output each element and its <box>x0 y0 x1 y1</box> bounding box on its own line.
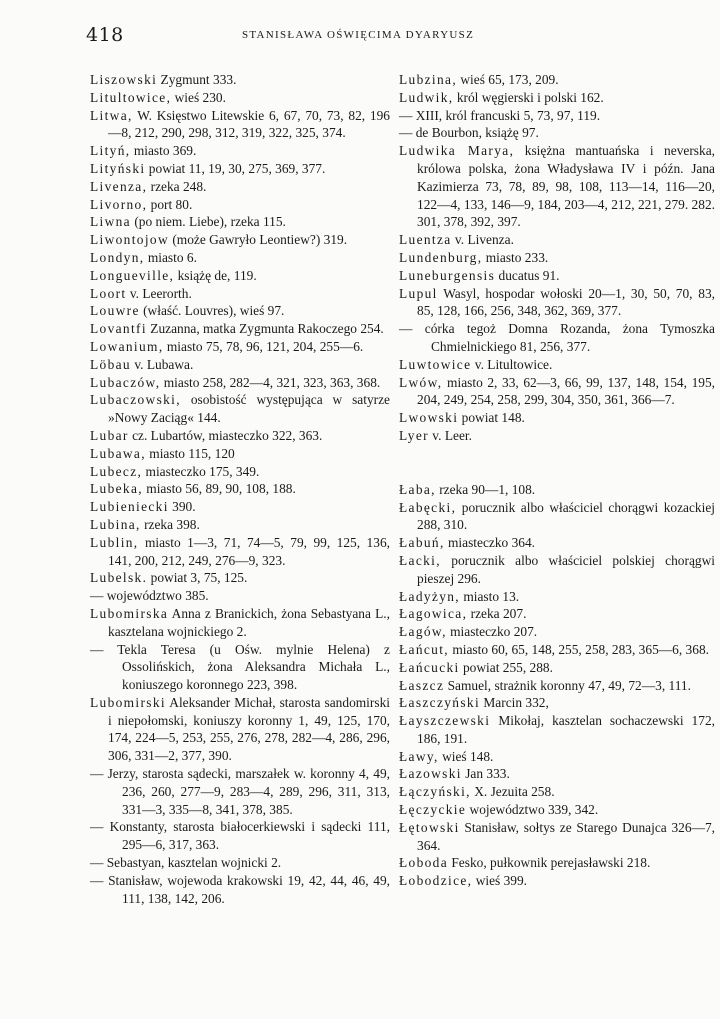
entry-text: — córka tegoż Domna Rozanda, żona Tymoszka Chmielnickiego 81, 256, 377. <box>399 321 715 354</box>
entry-text: porucznik albo właściciel polskiej chorągwi pieszej 296. <box>417 552 715 586</box>
index-entry <box>399 588 715 606</box>
entry-headword: Lubaczów, <box>90 374 161 390</box>
index-entry <box>399 409 715 427</box>
entry-headword: Lupul <box>399 285 438 301</box>
entry-text: miasto 2, 33, 62—3, 66, 99, 137, 148, 154, 195, 204, 249, 254, 258, 299, 304, 350, 361, 366—7. <box>417 374 715 408</box>
entry-text: — Tekla Teresa (u Ośw. mylnie Helena) z Ossolińskich, żona Aleksandra Michała L., koniuszego koronnego 223, 398. <box>90 641 390 693</box>
entry-headword: Lundenburg, <box>399 249 483 265</box>
entry-text: porucznik albo właściciel chorągwi kozackiej 288, 310. <box>417 499 715 533</box>
entry-text: powiat 3, 75, 125. <box>147 570 248 586</box>
entry-text: v. Litultowice. <box>471 356 553 372</box>
entry-text: (może Gawryło Leontiew?) 319. <box>168 232 348 248</box>
index-entry <box>399 124 715 142</box>
running-title: STANISŁAWA OŚWIĘCIMA DYARYUSZ <box>242 29 475 41</box>
entry-headword: Łaszcz <box>399 677 445 693</box>
index-entry <box>90 196 390 214</box>
entry-headword: Lublin, <box>90 534 139 550</box>
index-entry <box>399 481 715 499</box>
entry-headword: Loort <box>90 285 127 301</box>
index-entry <box>90 480 390 498</box>
entry-text: Samuel, strażnik koronny 47, 49, 72—3, 111. <box>444 677 691 693</box>
entry-headword: Lubina, <box>90 516 141 532</box>
entry-headword: Louwre <box>90 303 140 319</box>
index-entry <box>90 463 390 481</box>
entry-headword: Łaba, <box>399 481 436 497</box>
index-entry <box>399 801 715 819</box>
entry-text: rzeka 207. <box>467 606 527 622</box>
index-entry <box>90 605 390 641</box>
index-entry <box>399 534 715 552</box>
index-entry <box>90 374 390 392</box>
index-entry <box>90 107 390 143</box>
entry-text: księżna mantuańska i neverska, królowa polska, żona Władysława IV i późn. Jana Kazimierza 73, 78, 89, 98, 108, 113—14, 116—20, 122—4, 133, 146—9, 184, 203—4, 212, 221, 279. 282. 301, 378, 392, 397. <box>417 143 715 230</box>
page-header <box>86 24 706 46</box>
index-entry <box>399 249 715 267</box>
entry-text: miasteczko 364. <box>444 535 536 551</box>
entry-headword: Lityń, <box>90 143 131 159</box>
entry-text: miasto 6. <box>144 249 197 265</box>
entry-text: — Jerzy, starosta sądecki, marszałek w. koronny 4, 49, 236, 260, 277—9, 283—4, 289, 296, 311, 313, 331—3, 335—8, 341, 378, 385. <box>90 766 390 817</box>
entry-text: (właść. Louvres), wieś 97. <box>139 303 285 319</box>
entry-text: — województwo 385. <box>90 588 209 604</box>
entry-text: — de Bourbon, książę 97. <box>399 125 539 141</box>
entry-text: v. Leerorth. <box>126 285 192 301</box>
entry-text: Zuzanna, matka Zygmunta Rakoczego 254. <box>146 321 384 337</box>
entry-text: miasto 60, 65, 148, 255, 258, 283, 365—6, 368. <box>448 641 709 657</box>
entry-headword: Łagów, <box>399 624 447 640</box>
entry-headword: Łączyński, <box>399 784 471 800</box>
page-number: 418 <box>86 24 124 46</box>
entry-headword: Lubelsk. <box>90 570 148 586</box>
entry-headword: Lubawa, <box>90 445 146 461</box>
index-entry <box>399 231 715 249</box>
entry-text: v. Livenza. <box>451 232 514 248</box>
entry-headword: Lovantfi <box>90 321 147 337</box>
entry-headword: Ławy, <box>399 748 439 764</box>
index-entry <box>399 819 715 855</box>
index-entry <box>90 641 390 694</box>
entry-headword: Lubomirska <box>90 605 169 621</box>
entry-text: — Sebastyan, kasztelan wojnicki 2. <box>90 855 282 871</box>
entry-text: miasto 258, 282—4, 321, 323, 363, 368. <box>160 374 381 390</box>
entry-text: Jan 333. <box>461 766 510 782</box>
index-entry <box>399 89 715 107</box>
entry-text: Marcin 332, <box>480 695 549 711</box>
entry-headword: Łoboda <box>399 855 449 871</box>
entry-text: miasto 369. <box>130 143 197 159</box>
right-column <box>399 71 715 890</box>
entry-text: Mikołaj, kasztelan sochaczewski 172, 186, 191. <box>417 713 715 746</box>
entry-headword: Luwtowice <box>399 356 472 372</box>
entry-headword: Livorno, <box>90 196 148 212</box>
index-entry <box>399 677 715 695</box>
index-entry <box>90 694 390 765</box>
index-entry <box>90 534 390 570</box>
entry-text: Anna z Branickich, żona Sebastyana L., kasztelana wojnickiego 2. <box>108 605 390 639</box>
entry-headword: Lwowski <box>399 410 459 426</box>
entry-text: (po niem. Liebe), rzeka 115. <box>130 214 286 230</box>
index-entry <box>90 178 390 196</box>
entry-text: v. Leer. <box>428 427 472 443</box>
entry-text: miasto 13. <box>460 588 520 604</box>
entry-text: miasto 1—3, 71, 74—5, 79, 99, 125, 136, 141, 200, 212, 249, 276—9, 323. <box>108 534 390 568</box>
entry-headword: Lubzina, <box>399 72 458 87</box>
index-entry <box>90 569 390 587</box>
entry-headword: Lyer <box>399 427 429 443</box>
index-entry <box>399 499 715 535</box>
index-entry <box>90 142 390 160</box>
entry-headword: Longueville, <box>90 267 175 283</box>
entry-headword: Łańcut, <box>399 641 449 657</box>
entry-headword: Łazowski <box>399 766 462 782</box>
entry-headword: Löbau <box>90 356 131 372</box>
entry-text: powiat 255, 288. <box>459 659 553 675</box>
index-entry <box>90 71 390 89</box>
entry-text: Zygmunt 333. <box>157 72 237 87</box>
entry-text: miasteczko 175, 349. <box>142 463 260 479</box>
entry-headword: Lubieniecki <box>90 499 169 515</box>
entry-headword: Lityński <box>90 160 146 176</box>
index-entry <box>90 338 390 356</box>
entry-headword: Lubeka, <box>90 481 143 497</box>
index-entry <box>399 142 715 231</box>
entry-text: wieś 399. <box>472 873 528 889</box>
entry-text: 390. <box>168 499 196 515</box>
entry-text: król węgierski i polski 162. <box>453 89 604 105</box>
section-gap <box>399 445 715 481</box>
index-entry <box>399 356 715 374</box>
entry-headword: Liwna <box>90 214 131 230</box>
entry-headword: Luneburgensis <box>399 267 496 283</box>
entry-headword: Łabuń, <box>399 535 445 551</box>
index-entry <box>399 107 715 125</box>
index-entry <box>90 427 390 445</box>
index-entry <box>399 765 715 783</box>
entry-headword: Łayszczewski <box>399 713 491 729</box>
index-entry <box>90 445 390 463</box>
entry-text: cz. Lubartów, miasteczko 322, 363. <box>128 427 323 443</box>
entry-headword: Litwa, <box>90 107 133 123</box>
entry-headword: Lubar <box>90 427 129 443</box>
entry-text: osobistość występująca w satyrze »Nowy Zaciąg« 144. <box>108 392 390 426</box>
entry-headword: Ludwika Marya, <box>399 143 515 159</box>
entry-headword: Liwontojow <box>90 232 169 248</box>
index-entry <box>90 765 390 818</box>
entry-headword: Lubomirski <box>90 694 166 710</box>
index-entry <box>399 552 715 588</box>
entry-text: wieś 65, 173, 209. <box>457 72 559 87</box>
index-entry <box>90 872 390 908</box>
entry-headword: Luentza <box>399 232 452 248</box>
index-entry <box>90 267 390 285</box>
index-entry <box>90 302 390 320</box>
index-entry <box>90 249 390 267</box>
entry-headword: Lubecz, <box>90 463 143 479</box>
index-entry <box>399 374 715 410</box>
index-entry <box>399 285 715 321</box>
entry-text: port 80. <box>147 196 193 212</box>
index-entry <box>399 71 715 89</box>
entry-text: książę de, 119. <box>174 267 257 283</box>
entry-text: rzeka 398. <box>140 516 200 532</box>
index-entry <box>399 320 715 356</box>
entry-headword: Łaszczyński <box>399 695 481 711</box>
entry-headword: Łabęcki, <box>399 499 457 515</box>
index-entry <box>399 872 715 890</box>
entry-text: miasto 233. <box>482 249 549 265</box>
entry-headword: Łańcucki <box>399 659 460 675</box>
entry-headword: Łęczyckie <box>399 802 467 818</box>
entry-text: miasteczko 207. <box>446 624 538 640</box>
entry-text: wieś 230. <box>171 89 226 105</box>
entry-text: powiat 11, 19, 30, 275, 369, 377. <box>145 160 326 176</box>
index-entry <box>399 748 715 766</box>
index-entry <box>399 783 715 801</box>
entry-text: Fesko, pułkownik perejasławski 218. <box>448 855 651 871</box>
entry-text: Stanisław, sołtys ze Starego Dunajca 326—7, 364. <box>417 819 715 853</box>
entry-text: województwo 339, 342. <box>466 802 599 818</box>
index-entry <box>90 213 390 231</box>
index-entry <box>90 854 390 872</box>
entry-text: Wasyl, hospodar wołoski 20—1, 30, 50, 70, 83, 85, 128, 166, 256, 348, 362, 369, 377. <box>417 285 715 319</box>
entry-headword: Livenza, <box>90 178 148 194</box>
index-entry <box>90 391 390 427</box>
index-entry <box>90 818 390 854</box>
entry-headword: Łobodzice, <box>399 873 473 889</box>
index-entry <box>90 160 390 178</box>
index-entry <box>399 605 715 623</box>
index-entry <box>90 320 390 338</box>
entry-headword: Liszowski <box>90 72 158 87</box>
index-entry <box>90 356 390 374</box>
entry-text: rzeka 90—1, 108. <box>435 481 536 497</box>
index-entry <box>90 285 390 303</box>
entry-headword: Londyn, <box>90 249 145 265</box>
entry-headword: Łagowica, <box>399 606 468 622</box>
entry-text: — Stanisław, wojewoda krakowski 19, 42, 44, 46, 49, 111, 138, 142, 206. <box>90 872 390 906</box>
entry-text: X. Jezuita 258. <box>470 784 555 800</box>
entry-text: ducatus 91. <box>495 267 560 283</box>
entry-text: miasto 115, 120 <box>145 445 235 461</box>
entry-text: miasto 75, 78, 96, 121, 204, 255—6. <box>163 338 364 354</box>
index-entry <box>399 694 715 712</box>
index-entry <box>399 854 715 872</box>
index-entry <box>90 498 390 516</box>
index-entry <box>399 267 715 285</box>
entry-text: — Konstanty, starosta białocerkiewski i sądecki 111, 295—6, 317, 363. <box>90 819 390 853</box>
entry-headword: Ładyżyn, <box>399 588 460 604</box>
entry-text: W. Księstwo Litewskie 6, 67, 70, 73, 82, 196—8, 212, 290, 298, 312, 319, 322, 325, 374. <box>108 107 390 141</box>
entry-text: — XIII, król francuski 5, 73, 97, 119. <box>399 107 601 123</box>
entry-headword: Lubaczowski, <box>90 392 181 408</box>
index-entry <box>90 89 390 107</box>
index-entry <box>399 623 715 641</box>
entry-headword: Łętowski <box>399 819 460 835</box>
index-entry <box>90 231 390 249</box>
entry-text: miasto 56, 89, 90, 108, 188. <box>142 481 296 497</box>
index-entry <box>399 712 715 748</box>
left-column <box>90 71 390 907</box>
index-entry <box>399 641 715 659</box>
entry-headword: Łacki, <box>399 552 441 568</box>
index-entry <box>90 587 390 605</box>
index-entry <box>399 427 715 445</box>
entry-text: wieś 148. <box>438 748 494 764</box>
entry-text: rzeka 248. <box>147 178 207 194</box>
entry-headword: Ludwik, <box>399 89 454 105</box>
index-entry <box>90 516 390 534</box>
entry-headword: Lwów, <box>399 374 443 390</box>
entry-text: Aleksander Michał, starosta sandomirski i niepołomski, koniuszy koronny 1, 49, 125, 170, 174, 224—5, 253, 255, 276, 278, 282—4, 286, 296, 306, 331—2, 377, 390. <box>108 694 390 764</box>
index-entry <box>399 659 715 677</box>
entry-headword: Litultowice, <box>90 89 172 105</box>
entry-text: powiat 148. <box>458 410 525 426</box>
entry-headword: Lowanium, <box>90 338 164 354</box>
entry-text: v. Lubawa. <box>130 356 194 372</box>
